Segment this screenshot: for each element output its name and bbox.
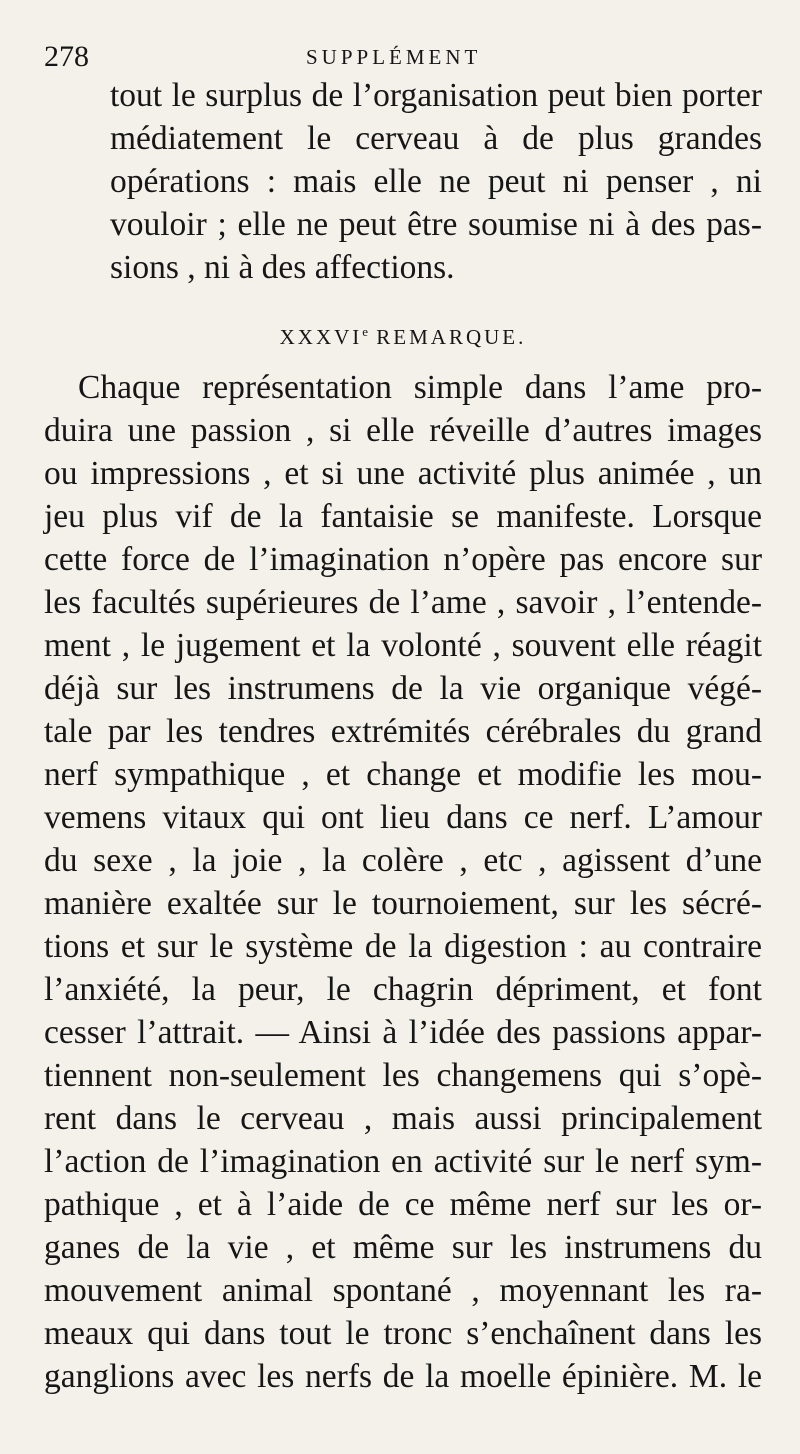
text-line: l’action de l’imagination en activité sur le nerf sym- bbox=[44, 1143, 762, 1180]
text-line: nerf sympathique , et change et modifie les mou- bbox=[44, 756, 762, 793]
text-line: duira une passion , si elle réveille d’autres images bbox=[44, 412, 762, 449]
text-line: sions , ni à des affections. bbox=[110, 249, 455, 286]
running-header bbox=[44, 34, 762, 74]
text-line: ment , le jugement et la volonté , souvent elle réagit bbox=[44, 627, 762, 664]
section-heading bbox=[44, 319, 762, 350]
section-heading-title: REMARQUE. bbox=[368, 325, 527, 349]
continued-paragraph bbox=[110, 74, 762, 289]
text-line: pathique , et à l’aide de ce même nerf sur les or- bbox=[44, 1186, 762, 1223]
text-line: ganglions avec les nerfs de la moelle épinière. M. le bbox=[44, 1358, 762, 1395]
text-line: déjà sur les instrumens de la vie organique végé- bbox=[44, 670, 762, 707]
main-paragraph bbox=[44, 366, 762, 1398]
text-line: vouloir ; elle ne peut être soumise ni à des pas- bbox=[110, 206, 762, 243]
text-line: jeu plus vif de la fantaisie se manifeste. Lorsque bbox=[44, 498, 762, 535]
text-line: rent dans le cerveau , mais aussi principalement bbox=[44, 1100, 762, 1137]
text-line: médiatement le cerveau à de plus grandes bbox=[110, 120, 762, 157]
text-line: ganes de la vie , et même sur les instrumens du bbox=[44, 1229, 762, 1266]
text-line: tale par les tendres extrémités cérébrales du grand bbox=[44, 713, 762, 750]
text-line: Chaque représentation simple dans l’ame pro- bbox=[78, 369, 762, 406]
page-number: 278 bbox=[44, 40, 89, 73]
text-line: manière exaltée sur le tournoiement, sur les sécré- bbox=[44, 885, 762, 922]
running-title: SUPPLÉMENT bbox=[306, 45, 482, 69]
text-line: vemens vitaux qui ont lieu dans ce nerf. L’amour bbox=[44, 799, 762, 836]
text-line: tout le surplus de l’organisation peut bien porter bbox=[110, 77, 762, 114]
text-line: mouvement animal spontané , moyennant les ra- bbox=[44, 1272, 762, 1309]
text-line: les facultés supérieures de l’ame , savoir , l’entende- bbox=[44, 584, 762, 621]
text-line: cette force de l’imagination n’opère pas encore sur bbox=[44, 541, 762, 578]
section-heading-number: XXXVI bbox=[279, 325, 363, 349]
section-heading-superscript: e bbox=[362, 324, 369, 339]
text-line: tions et sur le système de la digestion : au contraire bbox=[44, 928, 762, 965]
text-line: meaux qui dans tout le tronc s’enchaînent dans les bbox=[44, 1315, 762, 1352]
text-line: opérations : mais elle ne peut ni penser , ni bbox=[110, 163, 762, 200]
text-line: cesser l’attrait. — Ainsi à l’idée des passions appar- bbox=[44, 1014, 762, 1051]
text-line: ou impressions , et si une activité plus animée , un bbox=[44, 455, 762, 492]
text-line: tiennent non-seulement les changemens qui s’opè- bbox=[44, 1057, 762, 1094]
text-line: du sexe , la joie , la colère , etc , agissent d’une bbox=[44, 842, 762, 879]
text-line: l’anxiété, la peur, le chagrin dépriment, et font bbox=[44, 971, 762, 1008]
